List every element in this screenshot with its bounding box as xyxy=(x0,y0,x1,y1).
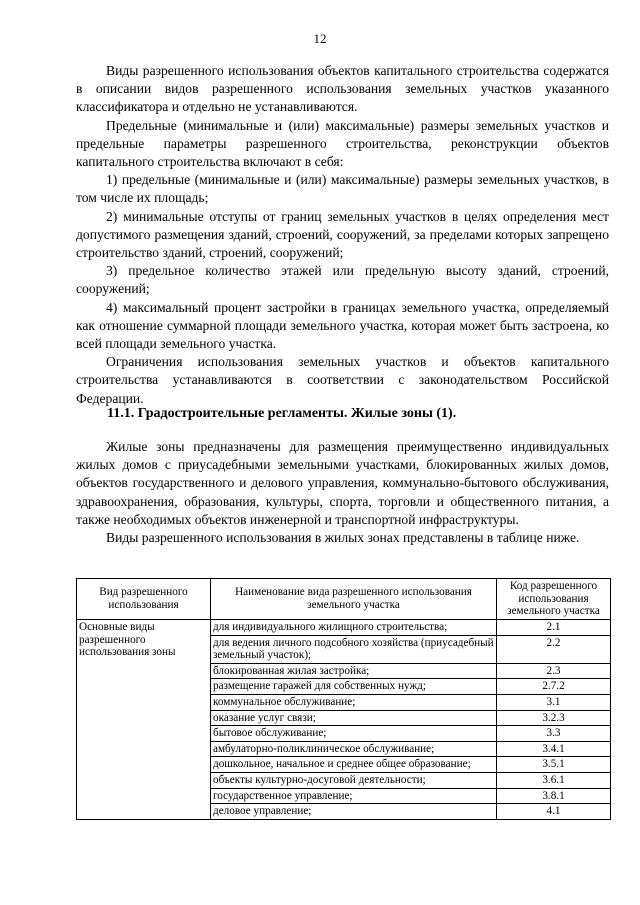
column-header: Вид разрешенного использования xyxy=(77,579,211,620)
section-heading: 11.1. Градостроительные регламенты. Жилые зоны (1). xyxy=(107,406,457,421)
page-number: 12 xyxy=(313,31,327,46)
column-header: Код разрешенного использования земельного участка xyxy=(497,579,611,620)
use-name-cell: оказание услуг связи; xyxy=(211,710,497,726)
land-use-table xyxy=(76,578,611,820)
table-header-row xyxy=(77,579,611,620)
use-code-cell: 2.7.2 xyxy=(497,679,611,695)
use-code-cell: 2.3 xyxy=(497,663,611,679)
use-name-cell: государственное управление; xyxy=(211,788,497,804)
use-group-cell: Основные виды разрешенного использования зоны xyxy=(77,620,211,820)
use-code-cell: 3.5.1 xyxy=(497,757,611,773)
use-code-cell: 4.1 xyxy=(497,804,611,820)
use-name-cell: дошкольное, начальное и среднее общее образование; xyxy=(211,757,497,773)
use-name-cell: блокированная жилая застройка; xyxy=(211,663,497,679)
use-name-cell: деловое управление; xyxy=(211,804,497,820)
use-code-cell: 3.2.3 xyxy=(497,710,611,726)
use-code-cell: 3.3 xyxy=(497,726,611,742)
paragraph: 2) минимальные отступы от границ земельных участков в целях определения мест допустимого размещения зданий, строений, сооружений, за пределами которых запрещено строительство зданий, строений, сооружений; xyxy=(76,208,609,261)
use-code-cell: 3.6.1 xyxy=(497,772,611,788)
body-text xyxy=(76,62,609,408)
use-code-cell: 2.1 xyxy=(497,620,611,636)
use-code-cell: 3.4.1 xyxy=(497,741,611,757)
column-header: Наименование вида разрешенного использования земельного участка xyxy=(211,579,497,620)
use-name-cell: для индивидуального жилищного строительства; xyxy=(211,620,497,636)
paragraph: Виды разрешенного использования объектов капитального строительства содержатся в описании видов разрешенного использования земельных участков указанного классификатора и отдельно не устанавливаются. xyxy=(76,63,609,115)
paragraph: Ограничения использования земельных участков и объектов капитального строительства устанавливаются в соответствии с законодательством Российской Федерации. xyxy=(76,354,609,406)
paragraph: Виды разрешенного использования в жилых зонах представлены в таблице ниже. xyxy=(106,530,580,546)
paragraph: Предельные (минимальные и (или) максимальные) размеры земельных участков и предельные параметры разрешенного строительства, реконструкции объектов капитального строительства включают в себя: xyxy=(76,117,609,170)
use-code-cell: 3.1 xyxy=(497,694,611,710)
use-code-cell: 3.8.1 xyxy=(497,788,611,804)
paragraph: Жилые зоны предназначены для размещения преимущественно индивидуальных жилых домов с приусадебными земельными участками, блокированных жилых домов, объектов государственного и делового управления, коммунально-бытового обслуживания, здравоохранения, образования, культуры, спорта, торговли и общественного питания, а также необходимых объектов инженерной и транспортной инфраструктуры. xyxy=(76,439,609,527)
table-row xyxy=(77,620,611,636)
paragraph: 3) предельное количество этажей или предельную высоту зданий, строений, сооружений; xyxy=(76,263,609,297)
paragraph: 1) предельные (минимальные и (или) максимальные) размеры земельных участков, в том числе их площадь; xyxy=(76,172,609,206)
use-code-cell: 2.2 xyxy=(497,635,611,663)
use-name-cell: для ведения личного подсобного хозяйства (приусадебный земельный участок); xyxy=(211,635,497,663)
use-name-cell: коммунальное обслуживание; xyxy=(211,694,497,710)
paragraph: 4) максимальный процент застройки в границах земельного участка, определяемый как отношение суммарной площади земельного участка, которая может быть застроена, ко всей площади земельного участка. xyxy=(76,299,609,352)
use-name-cell: объекты культурно-досуговой деятельности; xyxy=(211,772,497,788)
use-name-cell: амбулаторно-поликлиническое обслуживание; xyxy=(211,741,497,757)
section-body xyxy=(76,438,609,547)
use-name-cell: бытовое обслуживание; xyxy=(211,726,497,742)
use-name-cell: размещение гаражей для собственных нужд; xyxy=(211,679,497,695)
